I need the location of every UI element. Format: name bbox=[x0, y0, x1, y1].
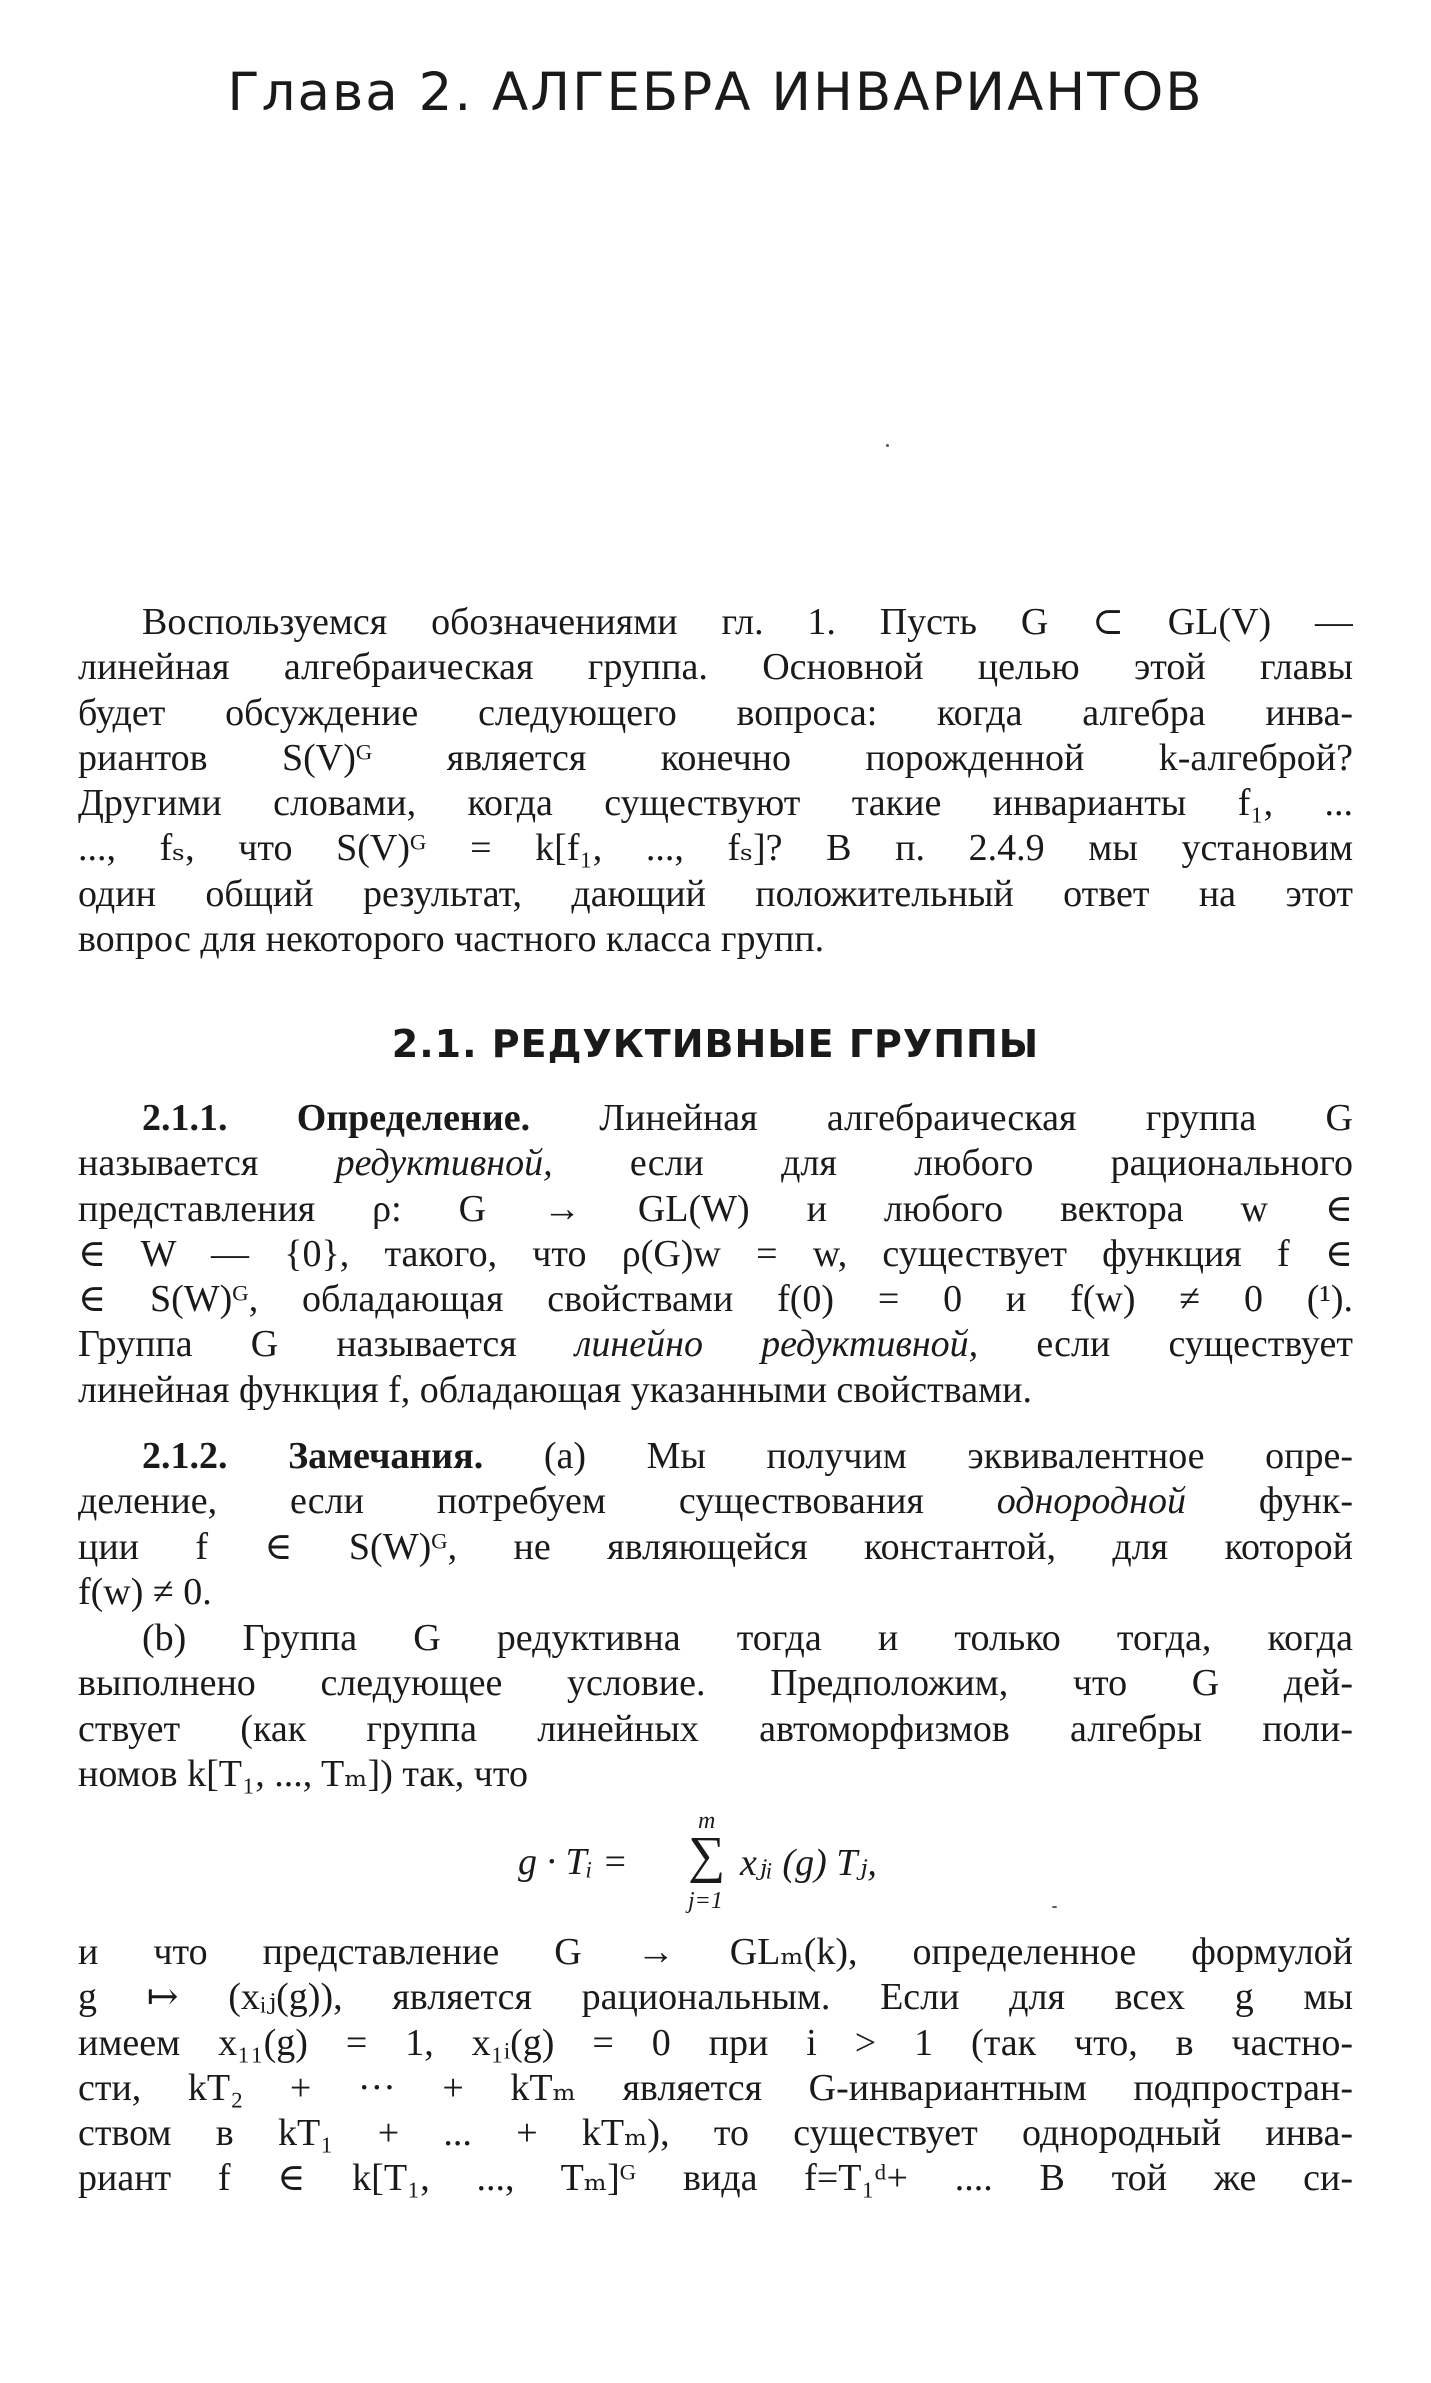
definition-line: представления ρ: G → GL(W) и любого вектора w ∈ bbox=[78, 1187, 1353, 1230]
intro-line: Воспользуемся обозначениями гл. 1. Пусть G ⊂ GL(V) — bbox=[142, 601, 1353, 643]
definition-text: если для любого рационального bbox=[552, 1142, 1353, 1185]
definition-text: если существует bbox=[978, 1323, 1353, 1366]
definition-line: ∈ W — {0}, такого, что ρ(G)w = w, существует функция f ∈ bbox=[78, 1232, 1353, 1275]
book-page bbox=[78, 0, 1353, 2383]
after-formula-line: ством в kT₁ + ... + kTₘ), то существует однородный инва- bbox=[78, 2112, 1353, 2155]
definition-heading: 2.1.1. Определение. bbox=[142, 1097, 531, 1139]
definition-line bbox=[78, 1141, 1353, 1186]
formula-sum-lower: j=1 bbox=[688, 1888, 723, 1914]
formula-sum-upper: m bbox=[698, 1808, 716, 1834]
part-b-line: (b) Группа G редуктивна тогда и только тогда, когда bbox=[142, 1617, 1353, 1659]
remarks-text: (a) Мы получим эквивалентное опре- bbox=[483, 1435, 1353, 1477]
intro-line: один общий результат, дающий положительный ответ на этот bbox=[78, 872, 1353, 915]
print-speck bbox=[886, 444, 889, 447]
intro-paragraph bbox=[78, 600, 1353, 962]
definition-paragraph bbox=[78, 1096, 1353, 1413]
remarks-line: f(w) ≠ 0. bbox=[78, 1570, 212, 1613]
formula-lhs: g · Tᵢ = bbox=[518, 1841, 628, 1883]
part-b-line: номов k[T₁, ..., Tₘ]) так, что bbox=[78, 1752, 528, 1795]
after-formula-line: сти, kT₂ + ··· + kTₘ является G-инвариантным подпростран- bbox=[78, 2066, 1353, 2109]
formula-sum-symbol: ∑ bbox=[688, 1827, 726, 1884]
remarks-line bbox=[78, 1434, 1353, 1479]
definition-line: линейная функция f, обладающая указанными свойствами. bbox=[78, 1368, 1032, 1411]
intro-line: будет обсуждение следующего вопроса: когда алгебра инва- bbox=[78, 691, 1353, 734]
remarks-text: функ- bbox=[1185, 1480, 1353, 1523]
after-formula-paragraph bbox=[78, 1930, 1353, 2202]
remarks-line: ции f ∈ S(W)ᴳ, не являющейся константой, для которой bbox=[78, 1525, 1353, 1568]
definition-line: ∈ S(W)ᴳ, обладающая свойствами f(0) = 0 и f(w) ≠ 0 (¹). bbox=[78, 1278, 1353, 1321]
intro-line: Другими словами, когда существуют такие инварианты f₁, ... bbox=[78, 782, 1353, 825]
formula-rhs: xⱼᵢ (g) Tⱼ, bbox=[740, 1842, 877, 1884]
remarks-heading: 2.1.2. Замечания. bbox=[142, 1435, 484, 1477]
after-formula-line: риант f ∈ k[T₁, ..., Tₘ]ᴳ вида f=T₁ᵈ+ .... В той же си- bbox=[78, 2157, 1353, 2200]
after-formula-line: имеем x₁₁(g) = 1, x₁ᵢ(g) = 0 при i > 1 (так что, в частно- bbox=[78, 2021, 1353, 2064]
display-formula bbox=[518, 1808, 1018, 1918]
definition-text: Группа G называется bbox=[78, 1323, 575, 1366]
part-b-paragraph bbox=[78, 1616, 1353, 1797]
part-b-line: выполнено следующее условие. Предположим, что G дей- bbox=[78, 1662, 1353, 1705]
remarks-text: деление, если потребуем существования bbox=[78, 1480, 997, 1523]
definition-text: Линейная алгебраическая группа G bbox=[530, 1097, 1353, 1139]
section-title: 2.1. РЕДУКТИВНЫЕ ГРУППЫ bbox=[391, 1022, 1040, 1066]
part-b-line: ствует (как группа линейных автоморфизмов алгебры поли- bbox=[78, 1707, 1353, 1750]
definition-line bbox=[78, 1322, 1353, 1367]
after-formula-line: и что представление G → GLₘ(k), определенное формулой bbox=[78, 1931, 1353, 1973]
definition-term: линейно редуктивной, bbox=[574, 1323, 979, 1366]
chapter-title: Глава 2. АЛГЕБРА ИНВАРИАНТОВ bbox=[227, 62, 1204, 123]
definition-text: называется bbox=[78, 1142, 336, 1185]
remarks-line bbox=[78, 1479, 1353, 1524]
print-speck bbox=[1052, 1906, 1057, 1908]
intro-line: ..., fₛ, что S(V)ᴳ = k[f₁, ..., fₛ]? В п. 2.4.9 мы установим bbox=[78, 827, 1353, 870]
after-formula-line: g ↦ (xᵢⱼ(g)), является рациональным. Если для всех g мы bbox=[78, 1976, 1353, 2019]
remarks-paragraph bbox=[78, 1434, 1353, 1615]
intro-line: риантов S(V)ᴳ является конечно порожденной k-алгеброй? bbox=[78, 736, 1353, 779]
intro-line: линейная алгебраическая группа. Основной целью этой главы bbox=[78, 646, 1353, 689]
definition-line bbox=[78, 1096, 1353, 1141]
definition-term: редуктивной, bbox=[335, 1142, 553, 1185]
intro-line: вопрос для некоторого частного класса групп. bbox=[78, 918, 825, 961]
remarks-term: однородной bbox=[996, 1480, 1186, 1523]
